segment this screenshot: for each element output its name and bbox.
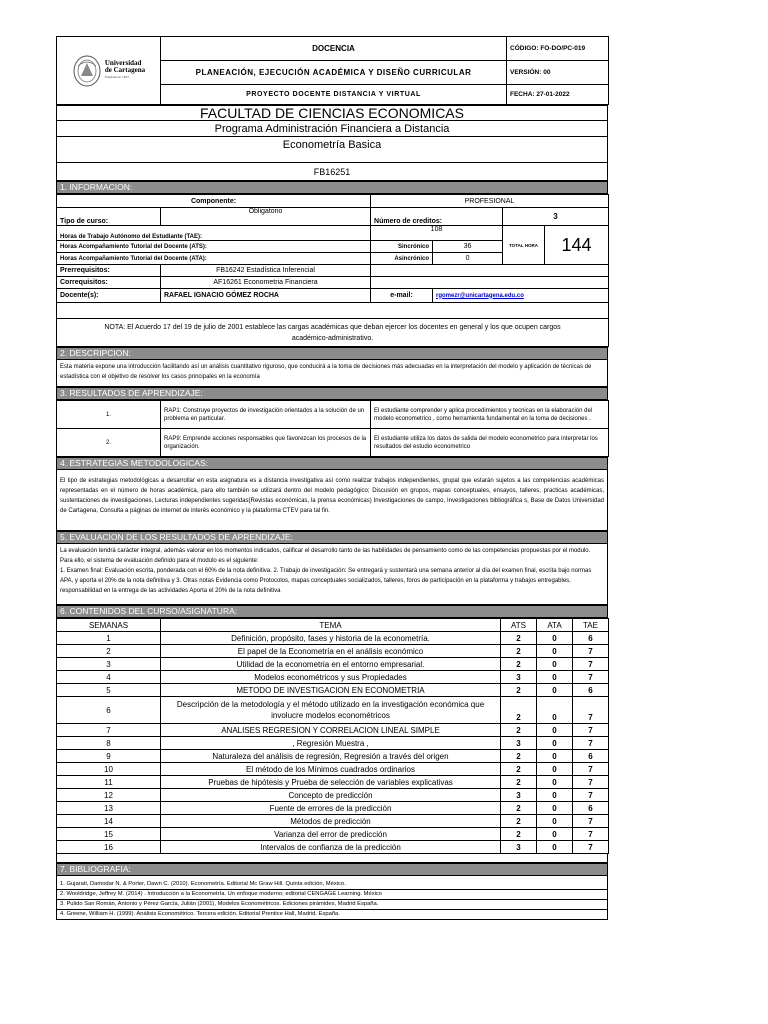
- semana-cell: 2: [57, 645, 161, 658]
- informacion-table: [56, 194, 609, 347]
- tae-cell: 6: [573, 684, 609, 697]
- semana-cell: 15: [57, 828, 161, 841]
- semana-cell: 1: [57, 632, 161, 645]
- table-row: [57, 828, 609, 841]
- ata-cell: 0: [537, 724, 573, 737]
- tae-value: 108: [371, 226, 503, 241]
- resultado-desc: El estudiante comprender y aplica procedimientos y tecnicas en la elaboración del modelo econometrico , como herramienta fundamental en la toma de decisiones .: [371, 401, 609, 429]
- docencia-title: DOCENCIA: [161, 37, 507, 61]
- correquisitos-value: AF16261 Econometria Financiera: [161, 277, 371, 289]
- section-descripcion: 2. DESCRIPCION:: [56, 347, 608, 360]
- tae-cell: 6: [573, 802, 609, 815]
- table-row: [57, 658, 609, 671]
- document-date: FECHA: 27-01-2022: [507, 85, 609, 105]
- ata-cell: 0: [537, 697, 573, 724]
- semana-cell: 9: [57, 750, 161, 763]
- tae-header: TAE: [573, 619, 609, 632]
- tae-cell: 7: [573, 763, 609, 776]
- tae-cell: 7: [573, 841, 609, 854]
- ata-label: Horas Acompañamiento Tutorial del Docente (ATA):: [57, 253, 371, 265]
- estrategias-text: El tipo de estrategias metodológicas a desarrollar en esta asignatura es a distancia investigativa así como realizar trabajos independientes, grupal que estarán sujetos a las competencias académicas representadas en el número de horas académica, para ello también se utilizará dentro del modelo pedagógico; Discusión en grupos, mapas conceptuales, ensayos, talleres, practicas académicas, sustentaciones de investigaciones, Lecturas independientes sugeridas(Revistas económicas, la prensa económicas) Investigaciones de campo, Investigaciones bibliográfica s, Base de Datos Universidad de Cartagena, Consulta a páginas de internet de interés económico y la plataforma CTEV para tal fin.: [56, 470, 608, 531]
- table-row: [57, 645, 609, 658]
- document-code: CÓDIGO: FO-DO/PC-019: [507, 37, 609, 61]
- ats-cell: 2: [501, 658, 537, 671]
- section-resultados: 3. RESULTADOS DE APRENDIZAJE:: [56, 387, 608, 400]
- tae-cell: 7: [573, 658, 609, 671]
- university-name: Universidad de Cartagena Fundada en 1827: [104, 59, 146, 79]
- ats-cell: 2: [501, 763, 537, 776]
- ats-cell: 3: [501, 671, 537, 684]
- tae-cell: 7: [573, 697, 609, 724]
- ats-header: ATS: [501, 619, 537, 632]
- ata-cell: 0: [537, 789, 573, 802]
- ata-cell: 0: [537, 645, 573, 658]
- resultado-rap: RAP9: Emprende acciones responsables que favorezcan los procesos de la organización.: [161, 429, 371, 457]
- proyecto-title: PROYECTO DOCENTE DISTANCIA Y VIRTUAL: [161, 85, 507, 105]
- asignatura-code: FB16251: [57, 163, 608, 181]
- tae-cell: 7: [573, 776, 609, 789]
- section-evaluacion: 5. EVALUACION DE LOS RESULTADOS DE APRENDIZAJE:: [56, 531, 608, 544]
- ats-cell: 2: [501, 632, 537, 645]
- sincronico-label: Sincrónico: [371, 241, 433, 253]
- tema-cell: Utilidad de la econometria en el entorno empresarial.: [161, 658, 501, 671]
- semana-cell: 7: [57, 724, 161, 737]
- section-bibliografia: 7. BIBLIOGRAFIA:: [56, 863, 608, 876]
- tae-cell: 6: [573, 632, 609, 645]
- table-row: [57, 776, 609, 789]
- tema-cell: , Regresión Muestra ,: [161, 737, 501, 750]
- ats-cell: 2: [501, 815, 537, 828]
- tema-cell: Métodos de predicción: [161, 815, 501, 828]
- prerrequisitos-value: FB16242 Estadística Inferencial: [161, 265, 371, 277]
- section-informacion: 1. INFORMACION:: [56, 181, 608, 194]
- bibliografia-item: 2. Wooldridge, Jeffrey M. (2014) . Introducción a la Econometría. Un enfoque moderno; editorial CENGAGE Learning. México: [57, 890, 607, 900]
- resultado-num: 1.: [57, 401, 161, 429]
- table-row: [57, 671, 609, 684]
- creditos-value: 3: [503, 208, 609, 226]
- descripcion-text: Esta materia expone una introducción facilitando así un análisis cuantitativo riguroso, que conducirá a la toma de decisiones más adecuadas en la interpretación del modelo y aplicación de técnicas de estadística con el objetivo de resolver los casos principales en la economía: [56, 360, 608, 387]
- table-row: [57, 724, 609, 737]
- bibliografia-item: 3. Pulido San Román, Antonio y Pérez García, Julián (2001), Modelos Econométricos. Ediciones pirámides, Madrid España.: [57, 900, 607, 910]
- docente-label: Docente(s):: [57, 289, 161, 303]
- resultado-rap: RAP1: Construye proyectos de investigación orientados a la solución de un problema en particular.: [161, 401, 371, 429]
- semana-cell: 16: [57, 841, 161, 854]
- bibliografia-item: 4. Greene, William H. (1999). Análisis Econométrico. Tercera edición. Editorial Prentice Hall, Madrid. España.: [60, 911, 340, 917]
- semana-cell: 6: [57, 697, 161, 724]
- asincronico-label: Asincrónico: [371, 253, 433, 265]
- planeacion-title: PLANEACIÓN, EJECUCIÓN ACADÉMICA Y DISEÑO CURRICULAR: [161, 61, 507, 85]
- docente-value: RAFAEL IGNACIO GÓMEZ ROCHA: [161, 289, 371, 303]
- ats-cell: 3: [501, 841, 537, 854]
- ats-cell: 2: [501, 776, 537, 789]
- evaluacion-block: [56, 544, 608, 605]
- ats-cell: 2: [501, 645, 537, 658]
- tae-cell: 7: [573, 645, 609, 658]
- section-contenidos: 6. CONTENIDOS DEL CURSO/ASIGNATURA:: [56, 605, 608, 618]
- ats-cell: 3: [501, 737, 537, 750]
- contenidos-table: [56, 618, 609, 854]
- tae-cell: 7: [573, 815, 609, 828]
- tema-cell: Descripción de la metodología y el método utilizado en la investigación económica que involucre modelos econométricos: [161, 697, 501, 724]
- tae-label: Horas de Trabajo Autónomo del Estudiante (TAE):: [57, 226, 371, 241]
- bibliografia-list: [56, 876, 608, 920]
- tema-cell: Naturaleza del análisis de regresión, Regresión a través del origen: [161, 750, 501, 763]
- semana-cell: 4: [57, 671, 161, 684]
- table-row: [57, 632, 609, 645]
- componente-value: PROFESIONAL: [371, 195, 609, 208]
- section-estrategias: 4. ESTRATEGIAS METODOLOGICAS:: [56, 457, 608, 470]
- tema-cell: Intervalos de confianza de la predicción: [161, 841, 501, 854]
- semana-cell: 14: [57, 815, 161, 828]
- table-row: [57, 789, 609, 802]
- semana-cell: 12: [57, 789, 161, 802]
- tema-cell: Modelos econométricos y sus Propiedades: [161, 671, 501, 684]
- tae-cell: 7: [573, 737, 609, 750]
- ata-cell: 0: [537, 658, 573, 671]
- semana-cell: 5: [57, 684, 161, 697]
- ats-cell: 2: [501, 828, 537, 841]
- ats-cell: 2: [501, 697, 537, 724]
- ats-cell: 2: [501, 750, 537, 763]
- creditos-label: Número de creditos:: [371, 208, 503, 226]
- ata-cell: 0: [537, 776, 573, 789]
- bibliografia-item: 1. Gujarati, Damodar N. & Porter, Dawn C. (2010). Econometría. Editorial Mc Graw Hill. Quinta edición, México.: [57, 880, 607, 890]
- ata-cell: 0: [537, 684, 573, 697]
- resultados-table: [56, 400, 609, 457]
- ats-cell: 2: [501, 724, 537, 737]
- ata-cell: 0: [537, 750, 573, 763]
- ata-cell: 0: [537, 671, 573, 684]
- table-row: [57, 802, 609, 815]
- tema-cell: Fuente de errores de la predicción: [161, 802, 501, 815]
- asincronico-value: 0: [433, 253, 503, 265]
- ata-cell: 0: [537, 737, 573, 750]
- tema-cell: Varianza del error de predicción: [161, 828, 501, 841]
- tae-cell: 7: [573, 828, 609, 841]
- resultado-num: 2.: [57, 429, 161, 457]
- tae-cell: 7: [573, 671, 609, 684]
- tae-cell: 7: [573, 789, 609, 802]
- university-logo: [57, 37, 161, 105]
- ata-cell: 0: [537, 802, 573, 815]
- tema-cell: El método de los Mínimos cuadrados ordinarios: [161, 763, 501, 776]
- asignatura-title: Econometría Basica: [57, 137, 608, 163]
- tema-cell: Concepto de predicción: [161, 789, 501, 802]
- email-link[interactable]: rgomezr@unicartagena.edu.co: [436, 292, 524, 299]
- course-titles: [56, 105, 608, 181]
- table-row: [57, 684, 609, 697]
- ata-cell: 0: [537, 632, 573, 645]
- university-seal-icon: [72, 54, 102, 88]
- tema-cell: METODO DE INVESTIGACION EN ECONOMETRIA: [161, 684, 501, 697]
- prerrequisitos-label: Prerrequisitos:: [57, 265, 161, 277]
- ata-cell: 0: [537, 815, 573, 828]
- ats-cell: 2: [501, 684, 537, 697]
- tema-cell: Pruebas de hipótesis y Prueba de selección de variables explicativas: [161, 776, 501, 789]
- semanas-header: SEMANAS: [57, 619, 161, 632]
- semana-cell: 10: [57, 763, 161, 776]
- table-row: [57, 750, 609, 763]
- resultado-desc: El estudiante utiliza los datos de salida del modelo econometrico para interpretar los resultados del estudio econometrico: [371, 429, 609, 457]
- course-document: [56, 36, 608, 920]
- table-row: [57, 697, 609, 724]
- table-row: [57, 841, 609, 854]
- ata-header: ATA: [537, 619, 573, 632]
- nota-acuerdo: NOTA: El Acuerdo 17 del 19 de julio de 2001 establece las cargas académicas que deban ejercer los docentes en general y los que ocupen cargos académico-administrativo.: [57, 319, 609, 347]
- table-row: [57, 815, 609, 828]
- sincronico-value: 36: [433, 241, 503, 253]
- tema-cell: ANALISES REGRESION Y CORRELACION LINEAL SIMPLE: [161, 724, 501, 737]
- tema-header: TEMA: [161, 619, 501, 632]
- tema-cell: Definición, propósito, fases y historia de la econometría.: [161, 632, 501, 645]
- ats-cell: 3: [501, 789, 537, 802]
- tipo-curso-value: Obligatorio: [161, 208, 371, 226]
- tae-cell: 6: [573, 750, 609, 763]
- componente-label: Componente:: [57, 195, 371, 208]
- contenidos-rows: [57, 632, 609, 854]
- semana-cell: 13: [57, 802, 161, 815]
- programa-title: Programa Administración Financiera a Distancia: [57, 121, 608, 137]
- ats-cell: 2: [501, 802, 537, 815]
- document-header: [56, 36, 609, 105]
- document-version: VERSIÓN: 00: [507, 61, 609, 85]
- ata-cell: 0: [537, 841, 573, 854]
- tema-cell: El papel de la Econometría en el análisis económico: [161, 645, 501, 658]
- table-row: [57, 737, 609, 750]
- total-hora-value: 144: [545, 226, 609, 265]
- tae-cell: 7: [573, 724, 609, 737]
- tipo-curso-label: Tipo de curso:: [57, 208, 161, 226]
- semana-cell: 11: [57, 776, 161, 789]
- correquisitos-label: Correquisitos:: [57, 277, 161, 289]
- facultad-title: FACULTAD DE CIENCIAS ECONOMICAS: [57, 106, 608, 121]
- semana-cell: 3: [57, 658, 161, 671]
- evaluacion-detalle: 1. Examen final: Evaluación escrita, ponderada con el 60% de la nota definitiva. 2. Trabajo de investigación: Se entregará y sustentará una semana anterior al día del examen final, escrita bajo normas APA, y aporta el 20% de la nota definitiva y 3. Otras notas Evidencia como Protocolos, mapas conceptuales socializados, talleres, foros de participación en la plataforma y trabajos entregables, responsabilidad en la entrega de las actividades Aporta el 20% de la nota definitiva: [60, 568, 592, 594]
- ats-label: Horas Acompañamiento Tutorial del Docente (ATS):: [57, 241, 371, 253]
- email-label: e-mail:: [371, 289, 433, 303]
- semana-cell: 8: [57, 737, 161, 750]
- ata-cell: 0: [537, 763, 573, 776]
- ata-cell: 0: [537, 828, 573, 841]
- total-hora-label: TOTAL HORA: [503, 226, 545, 265]
- table-row: [57, 763, 609, 776]
- evaluacion-intro: La evaluación tendrá carácter integral, además valorar en los momentos indicados, calificar el desarrollo tanto de las habilidades de pensamiento como de las competencias propuestas por el modulo. Para ello, el sistema de evaluación definido para el modulo es el siguiente:: [60, 548, 591, 564]
